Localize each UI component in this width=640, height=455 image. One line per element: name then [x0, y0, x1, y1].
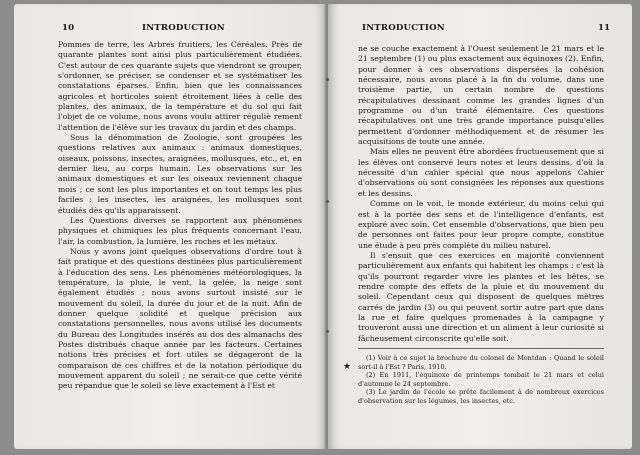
footnote-1: (1) Voir à ce sujet la brochure du colonel de Montdan : Quand le soleil sort-il à l'Est ? Paris, 1910. [358, 354, 604, 371]
left-page-body [58, 40, 302, 392]
right-page-number: 11 [598, 23, 611, 33]
left-page [14, 4, 326, 449]
left-page-number: 10 [62, 23, 75, 33]
binding-hole [326, 330, 329, 333]
right-paragraph-1: ne se couche exactement à l'Ouest seulement le 21 mars et le 21 septembre (1) ou plus exactement aux équinoxes (2). Enfin, pour donner à ces observations dispersées la cohésion nécessaire, nous avons placé à la fin du volume, dans une troisième partie, un certain nombre de questions récapitulatives dessinant comme les grandes lignes d'un programme ou d'un traité élémentaire. Ces questions récapitulatives ont une très grande importance puisqu'elles permettent d'ordonner méthodiquement et de résumer les acquisitions de toute une année. [358, 44, 604, 147]
right-running-title: INTRODUCTION [362, 23, 445, 33]
right-paragraph-4: Il s'ensuit que ces exercices en majorité conviennent particulièrement aux enfants qui habitent les champs : c'est là qu'ils pourront regarder vivre les plantes et les bêtes, se rendre compte des effets de la pluie et du mouvement du soleil. Cependant ceux qui disposent de quelques mètres carrés de jardin (3) ou qui peuvent sortir autre part que dans la rue et faire quelques promenades à la campagne y trouveront aussi une direction et un aliment à leur curiosité si fâcheusement circonscrite qu'elle soit. [358, 250, 604, 343]
footnote-3: (3) Le jardin de l'école se prête facilement à de nombreux exercices d'observation sur les légumes, les insectes, etc. [358, 388, 604, 405]
binding-hole [326, 200, 329, 203]
right-page-body [358, 44, 604, 344]
left-paragraph-3: Les Questions diverses se rapportent aux phénomènes physiques et chimiques les plus fréquents concernant l'eau, l'air, la combustion, la lumière, les roches et les métaux. [58, 215, 302, 246]
binding-hole [326, 78, 329, 81]
left-running-title: INTRODUCTION [142, 23, 225, 33]
left-paragraph-4: Nous y avons joint quelques observations d'ordre tout à fait pratique et des questions destinées plus particulièrement à l'éducation des sens. Les phénomènes météorologiques, la température, la pluie, le vent, la gelée, la neige sont également étudiés ; nous avons surtout insisté sur le mouvement du soleil, la durée du jour et de la nuit. Afin de donner quelque solidité et quelque précision aux constatations personnelles, nous avons utilisé les documents du Bureau des Longitudes insérés au dos des almanachs des Postes distribués chaque année par les facteurs. Certaines notions très précises et fort utiles se dégageront de la comparaison de ces chiffres et de la notation périodique du mouvement apparent du soleil ; ne serait-ce que cette vérité peu répandue que le soleil se lève exactement à l'Est et [58, 246, 302, 391]
left-paragraph-1: Pommes de terre, les Arbres fruitiers, les Céréales. Près de quarante plantes sont ainsi plus particulièrement étudiées. C'est autour de ces quarante sujets que viendront se grouper, s'ordonner, se préciser, se condenser et se systématiser les constatations éparses. Enfin, bien que les connaissances agricoles et horticoles soient étroitement liées à celle des plantes, des animaux, de la température et du sol qui fait l'objet de ce volume, nous avons voulu attirer réguliè rement l'attention de l'élève sur les travaux du jardin et des champs. [58, 40, 302, 132]
left-paragraph-2: Sous la dénomination de Zoologie, sont groupées les questions relatives aux animaux : animaux domestiques, oiseaux, poissons, insectes, araignées, mollusques, etc., et, en dernier lieu, au corps humain. Les observations sur les animaux domestiques et sur les oiseaux reviennent chaque mois ; ce sont les plus importantes et on tout temps les plus faciles ; les insectes, les araignées, les mollusques sont étudiés dès qu'ils apparaissent. [58, 133, 302, 215]
right-paragraph-3: Comme on le voit, le monde extérieur, du moins celui qui est à la portée des sens et de l'intelligence d'enfants, est exploré avec soin. Cet ensemble d'observations, que bien peu de personnes ont faites pour leur propre compte, constitue une étude à peu près complète du milieu naturel. [358, 199, 604, 250]
footnotes [358, 348, 604, 406]
right-page [328, 4, 632, 449]
right-paragraph-2: Mais elles ne peuvent être abordées fructueusement que si les élèves ont conservé leurs notes et leurs dessins, d'où la nécessité d'un cahier spécial que nous appelons Cahier d'observations où sont consignées les réponses aux questions et les dessins. [358, 147, 604, 198]
margin-star-mark: ★ [343, 362, 352, 372]
footnote-2: (2) En 1911, l'équinoxe de printemps tombait le 21 mars et celui d'automne le 24 septembre. [358, 371, 604, 388]
